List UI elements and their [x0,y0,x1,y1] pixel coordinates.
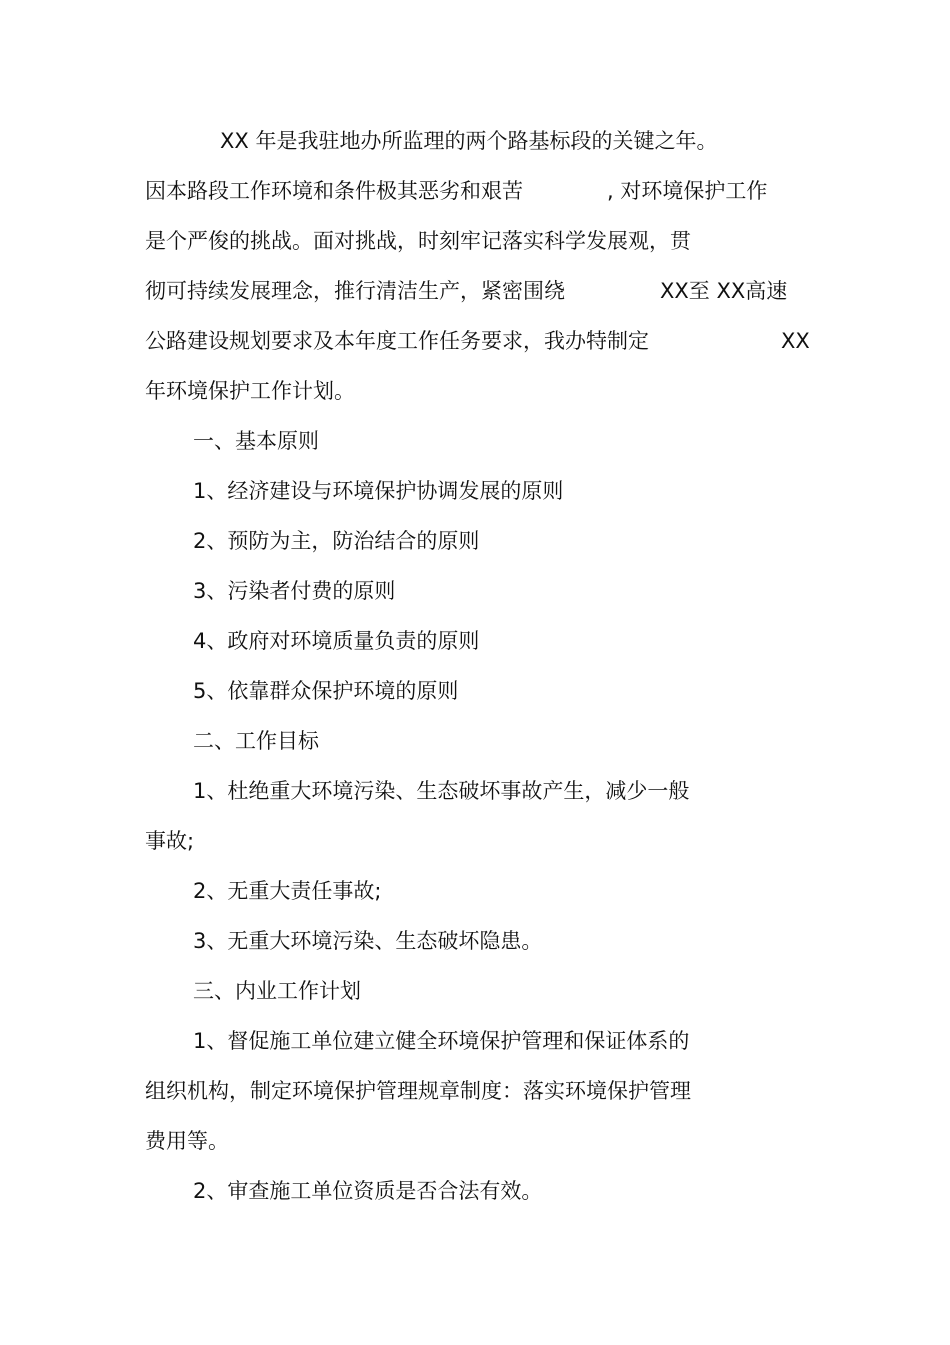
intro-line-4 [0,274,950,308]
intro-text: , 对环境保护工作 [607,179,768,203]
intro-line-6 [0,374,950,408]
list-item [0,524,950,558]
intro-text: 因本路段工作环境和条件极其恶劣和艰苦 [145,179,523,203]
list-item-text: 组织机构，制定环境保护管理规章制度：落实环境保护管理 [145,1079,691,1103]
section-heading-text: 二、工作目标 [193,729,319,753]
list-item [0,574,950,608]
list-item [0,624,950,658]
list-item-continuation [0,824,950,858]
list-item-text: 5、依靠群众保护环境的原则 [193,679,459,703]
list-item-text: 1、督促施工单位建立健全环境保护管理和保证体系的 [193,1029,690,1053]
intro-line-3 [0,224,950,258]
list-item [0,674,950,708]
intro-text: XX [781,329,810,353]
intro-text: XX至 XX高速 [660,279,788,303]
list-item-text: 事故; [145,829,195,853]
list-item [0,774,950,808]
section-heading-text: 三、内业工作计划 [193,979,361,1003]
list-item-text: 2、无重大责任事故; [193,879,382,903]
list-item-continuation [0,1074,950,1108]
list-item-text: 3、无重大环境污染、生态破坏隐患。 [193,929,543,953]
section-heading [0,724,950,758]
list-item [0,474,950,508]
list-item [0,1024,950,1058]
intro-text: 公路建设规划要求及本年度工作任务要求，我办特制定 [145,329,649,353]
list-item-text: 1、杜绝重大环境污染、生态破坏事故产生，减少一般 [193,779,690,803]
section-heading-text: 一、基本原则 [193,429,319,453]
list-item [0,874,950,908]
intro-text: 年环境保护工作计划。 [145,379,355,403]
list-item-text: 2、预防为主，防治结合的原则 [193,529,480,553]
list-item-text: 2、审查施工单位资质是否合法有效。 [193,1179,543,1203]
intro-line-1 [0,124,950,158]
section-heading [0,974,950,1008]
intro-line-2 [0,174,950,208]
intro-line-5 [0,324,950,358]
list-item-text: 费用等。 [145,1129,229,1153]
list-item [0,1174,950,1208]
list-item-text: 1、经济建设与环境保护协调发展的原则 [193,479,564,503]
intro-text: 是个严俊的挑战。面对挑战，时刻牢记落实科学发展观，贯 [145,229,691,253]
intro-text: 彻可持续发展理念，推行清洁生产，紧密围绕 [145,279,565,303]
section-heading [0,424,950,458]
list-item [0,924,950,958]
list-item-text: 3、污染者付费的原则 [193,579,396,603]
list-item-continuation [0,1124,950,1158]
intro-text: XX 年是我驻地办所监理的两个路基标段的关键之年。 [220,129,718,153]
list-item-text: 4、政府对环境质量负责的原则 [193,629,480,653]
